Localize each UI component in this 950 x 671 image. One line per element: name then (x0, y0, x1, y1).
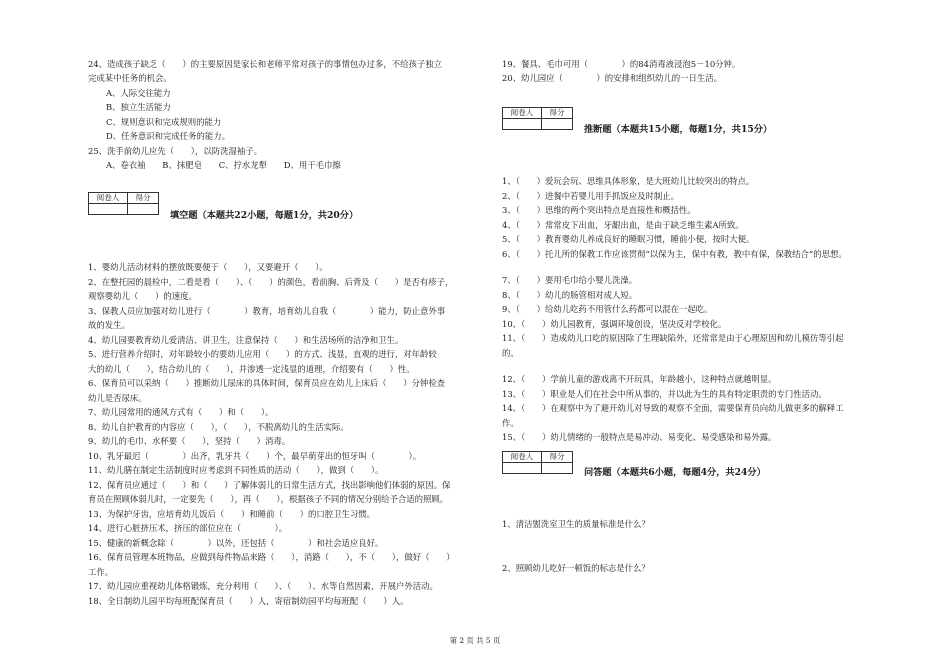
fill-line: 3、保教人员应加强对幼儿进行（ ）教育，培育幼儿自我（ ）能力，防止意外事 (88, 306, 446, 316)
judge-line: 9、（ ）给幼儿吃药不用管什么药都可以混在一起吃。 (502, 304, 713, 314)
score-cell (542, 119, 573, 130)
judge-line: 6、（ ）托儿所的保教工作应该贯彻“以保为主，保中有教，教中有保，保教结合”的思想。 (502, 249, 847, 259)
score-cell (128, 204, 159, 215)
grader-cell (89, 204, 128, 215)
option-b: B、独立生活能力 (106, 102, 171, 112)
question-25: 25、洗手前幼儿应先（ ），以防洗湿袖子。 (88, 146, 262, 156)
fill-line: 1、婴幼儿活动材料的摆放既要便于（ ），又要避开（ ）。 (88, 262, 328, 272)
question-24-line1: 24、造成孩子缺乏（ ）的主要原因是家长和老师平常对孩子的事情包办过多，不给孩子独立 (88, 59, 443, 69)
judge-score-box (502, 107, 573, 130)
judge-line: 作。 (502, 418, 519, 428)
grader-label: 阅卷人 (89, 193, 128, 204)
fill-line: 5、进行营养介绍时，对年龄较小的要幼儿应用（ ）的方式、浅显，直观的进行，对年龄较 (88, 349, 437, 359)
qa-line: 2、照顾幼儿吃好一顿饭的标志是什么？ (502, 563, 650, 573)
qa-score-box (502, 451, 573, 474)
score-label: 得分 (128, 193, 159, 204)
fill-line: 育员在照顾体弱儿时，一定要先（ ），再（ ），根据孩子不同的情况分别给予合适的照顾。 (88, 494, 449, 504)
judge-line: 7、（ ）要用毛巾给小婴儿洗澡。 (502, 275, 638, 285)
fill-line: 13、为保护牙齿，应培育幼儿饭后（ ）和睡前（ ）的口腔卫生习惯。 (88, 509, 376, 519)
fill-line-19: 19、餐具、毛巾可用（ ）的84消毒液浸泡5－10分钟。 (502, 59, 741, 69)
question-24-line2: 完成某中任务的机会。 (88, 73, 172, 83)
judge-line: 10、（ ）幼儿园教育，强调环境创设，坚决反对学校化。 (502, 319, 727, 329)
option-d: D、任务意识和完成任务的能力。 (106, 131, 230, 141)
fill-line: 4、幼儿园要教育幼儿爱清洁、讲卫生，注意保持（ ）和生活场所的洁净和卫生。 (88, 335, 404, 345)
judge-line: 的。 (502, 348, 519, 358)
fill-line: 17、幼儿园应重视幼儿体格锻炼，充分利用（ ）、（ ）、水等自然因素，开展户外活动。 (88, 581, 438, 591)
fill-line: 工作。 (88, 567, 114, 577)
fill-line: 9、幼儿的毛巾、水杯要（ ），坚持（ ）消毒。 (88, 436, 291, 446)
fill-line: 15、健康的新概念除（ ）以外，还包括（ ）和社会适应良好。 (88, 538, 384, 548)
judge-line: 8、（ ）幼儿的肠管相对成人短。 (502, 290, 638, 300)
judge-section-title: 推断题（本题共15小题，每题1分，共15分） (584, 124, 773, 135)
option-a: A、人际交往能力 (106, 88, 171, 98)
grader-cell (503, 463, 542, 474)
fill-line: 18、全日制幼儿园平均每班配保育员（ ）人，寄宿制幼园平均每班配（ ）人。 (88, 596, 409, 606)
page-number: 第 2 页 共 5 页 (449, 636, 501, 645)
judge-line: 4、（ ）常常皮下出血，牙龈出血，是由于缺乏维生素A所致。 (502, 220, 744, 230)
fill-line: 8、幼儿自护教育的内容应（ ），（ ），不脱离幼儿的生活实际。 (88, 422, 349, 432)
score-label: 得分 (542, 452, 573, 463)
fill-line: 故的发生。 (88, 320, 130, 330)
score-cell (542, 463, 573, 474)
judge-line: 13、（ ）职业是人们在社会中所从事的，并以此为生的具有特定职责的专门性活动。 (502, 389, 827, 399)
option-c: C、规则意识和完成规则的能力 (106, 117, 222, 127)
fill-line: 幼儿是否尿床。 (88, 393, 147, 403)
fill-line: 16、保育员管理本班物品，应做到每件物品来路（ ），消路（ ），不（ ），做好（ ） (88, 552, 455, 562)
fill-line: 11、幼儿膳在制定生活制度时应考虑到不同性质的活动（ ），做到（ ）。 (88, 465, 384, 475)
judge-line: 2、（ ）进餐中若婴儿用手抓饭应及时制止。 (502, 191, 680, 201)
fill-line: 14、进行心脏挤压术，挤压的部位应在（ ）。 (88, 523, 288, 533)
qa-section-title: 问答题（本题共6小题，每题4分，共24分） (584, 467, 766, 478)
judge-line: 15、（ ）幼儿情绪的一般特点是易冲动、易变化、易受感染和易外露。 (502, 432, 777, 442)
judge-line: 1、（ ）爱玩会玩、思维具体形象，是大班幼儿比较突出的特点。 (502, 176, 755, 186)
grader-label: 阅卷人 (503, 108, 542, 119)
fill-section-title: 填空题（本题共22小题，每题1分，共20分） (170, 210, 359, 221)
fill-line: 大的幼儿（ ），结合幼儿的（ ），并渗透一定浅显的道理，介绍要有（ ）性。 (88, 364, 415, 374)
grader-cell (503, 119, 542, 130)
judge-line: 3、（ ）思维的两个突出特点是直接性和概括性。 (502, 205, 696, 215)
fill-line: 2、在整托园的晨检中，二看是看（ ）、（ ）的颜色，看前胸、后背及（ ）是否有疹子， (88, 277, 454, 287)
fill-line: 6、保育员可以采纳（ ）推断幼儿尿床的具体时间，保育员应在幼儿上床后（ ）分钟检查 (88, 378, 446, 388)
fill-line: 12、保育员应通过（ ）和（ ）了解体弱儿的日常生活方式，找出影响他们体弱的原因。保 (88, 480, 451, 490)
fill-line: 观察婴幼儿（ ）的速度。 (88, 291, 197, 301)
score-label: 得分 (542, 108, 573, 119)
fill-line-20: 20、幼儿园应（ ）的安排和组织幼儿的一日生活。 (502, 73, 723, 83)
question-25-options: A、卷衣袖 B、抹肥皂 C、拧水龙犁 D、用干毛巾擦 (106, 160, 341, 170)
judge-line: 14、（ ）在观察中为了避开幼儿对导致的观察不全面，需要保育员向幼儿做更多的解释工 (502, 403, 844, 413)
grader-label: 阅卷人 (503, 452, 542, 463)
fill-score-box (88, 192, 159, 215)
qa-line: 1、清洁盥洗室卫生的质量标准是什么？ (502, 519, 650, 529)
fill-line: 10、乳牙最迟（ ）出齐，乳牙共（ ）个，最早萌芽出的恒牙叫（ ）。 (88, 451, 422, 461)
judge-line: 12、（ ）学前儿童的游戏离不开玩具，年龄越小，这种特点就越明显。 (502, 374, 777, 384)
judge-line: 5、（ ）教育婴幼儿养成良好的睡眠习惯，睡前小便，按时大便。 (502, 234, 755, 244)
judge-line: 11、（ ）造成幼儿口吃的原因除了生理缺陷外，还常常是由于心理原因和幼儿模仿等引起 (502, 333, 844, 343)
fill-line: 7、幼儿园常用的通风方式有（ ）和（ ）。 (88, 407, 274, 417)
